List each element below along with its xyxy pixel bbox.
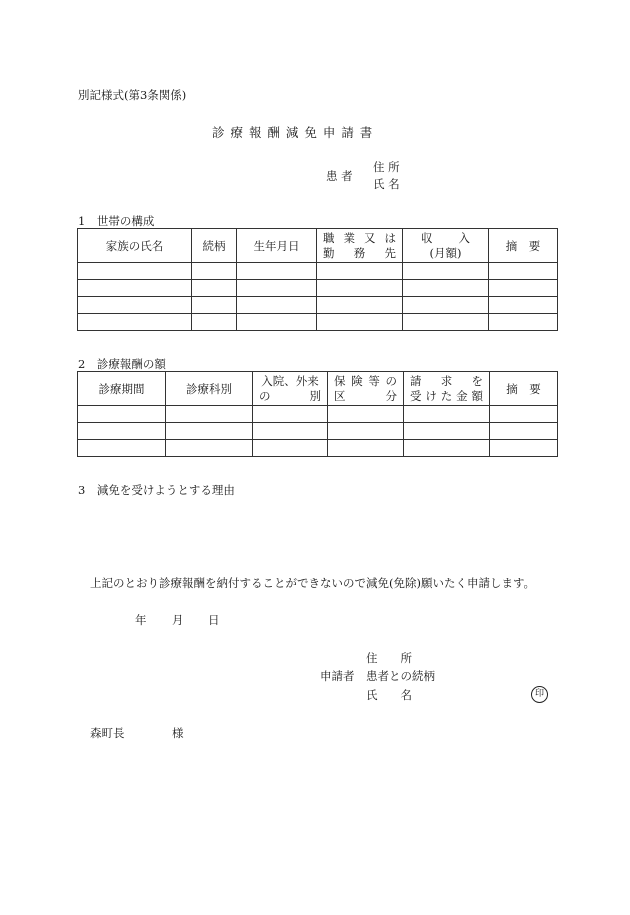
date-month-label: 月 xyxy=(172,613,184,627)
col-remarks: 摘 要 xyxy=(490,372,558,406)
col-inpatient-outpatient xyxy=(253,372,328,406)
table-cell[interactable] xyxy=(78,440,166,457)
table-cell[interactable] xyxy=(192,297,237,314)
table-row xyxy=(78,314,558,331)
table-cell[interactable] xyxy=(317,314,403,331)
table-cell[interactable] xyxy=(78,280,192,297)
table-cell[interactable] xyxy=(317,297,403,314)
table-cell[interactable] xyxy=(317,280,403,297)
seal-mark: 印 xyxy=(531,686,548,703)
applicant-label: 申請者 xyxy=(320,669,355,683)
table-row xyxy=(78,440,558,457)
table-row xyxy=(78,423,558,440)
date-year-label: 年 xyxy=(135,613,147,627)
table-cell[interactable] xyxy=(78,314,192,331)
applicant-relation-label: 患者との続柄 xyxy=(366,669,435,683)
table-cell[interactable] xyxy=(490,406,558,423)
occupation-line1: 職 業 又 は xyxy=(323,230,396,245)
patient-name-label: 氏 名 xyxy=(373,177,400,191)
table-cell[interactable] xyxy=(489,314,558,331)
col-birthdate: 生年月日 xyxy=(237,229,317,263)
table-row xyxy=(78,297,558,314)
table-cell[interactable] xyxy=(489,263,558,280)
household-table xyxy=(77,228,558,331)
col-insurance-type xyxy=(328,372,404,406)
table-cell[interactable] xyxy=(403,263,489,280)
col-occupation xyxy=(317,229,403,263)
table-cell[interactable] xyxy=(192,314,237,331)
table-cell[interactable] xyxy=(404,406,490,423)
table-cell[interactable] xyxy=(78,423,166,440)
addressee-office: 森町長 xyxy=(90,726,125,740)
table-cell[interactable] xyxy=(328,406,404,423)
income-line2: (月額) xyxy=(429,245,462,260)
col-department: 診療科別 xyxy=(166,372,253,406)
table-cell[interactable] xyxy=(237,297,317,314)
table-cell[interactable] xyxy=(237,263,317,280)
insurance-line2: 区 分 xyxy=(334,388,397,403)
table-cell[interactable] xyxy=(192,280,237,297)
table-cell[interactable] xyxy=(404,440,490,457)
table-cell[interactable] xyxy=(404,423,490,440)
patient-address-label: 住 所 xyxy=(373,160,400,174)
table-cell[interactable] xyxy=(403,314,489,331)
table-cell[interactable] xyxy=(403,280,489,297)
insurance-line1: 保 険 等 の xyxy=(334,373,397,388)
billed-line1: 請 求 を xyxy=(410,373,483,388)
billed-line2: 受 け た 金 額 xyxy=(410,388,483,403)
income-line1: 収 入 xyxy=(421,230,470,245)
table-cell[interactable] xyxy=(490,423,558,440)
table-cell[interactable] xyxy=(489,297,558,314)
table-row xyxy=(78,280,558,297)
medical-fee-table xyxy=(77,371,558,457)
form-reference: 別記様式(第3条関係) xyxy=(78,88,187,102)
col-billed-amount xyxy=(404,372,490,406)
table-cell[interactable] xyxy=(78,297,192,314)
table-cell[interactable] xyxy=(237,280,317,297)
table-cell[interactable] xyxy=(192,263,237,280)
col-family-name: 家族の氏名 xyxy=(78,229,192,263)
table-cell[interactable] xyxy=(166,440,253,457)
inout-line2: の 別 xyxy=(259,388,321,403)
household-header-row xyxy=(78,229,558,263)
table-row xyxy=(78,406,558,423)
applicant-name-label: 氏 名 xyxy=(366,688,412,702)
applicant-address-label: 住 所 xyxy=(366,651,412,665)
table-cell[interactable] xyxy=(253,440,328,457)
table-cell[interactable] xyxy=(489,280,558,297)
table-cell[interactable] xyxy=(237,314,317,331)
table-cell[interactable] xyxy=(490,440,558,457)
date-day-label: 日 xyxy=(208,613,220,627)
occupation-line2: 勤 務 先 xyxy=(323,245,396,260)
section2-heading: 2 診療報酬の額 xyxy=(78,357,166,371)
table-cell[interactable] xyxy=(253,423,328,440)
section3-heading: 3 減免を受けようとする理由 xyxy=(78,483,235,497)
table-cell[interactable] xyxy=(253,406,328,423)
table-cell[interactable] xyxy=(328,440,404,457)
document-title: 診 療 報 酬 減 免 申 請 書 xyxy=(212,125,374,140)
patient-label: 患 者 xyxy=(326,169,353,183)
table-row xyxy=(78,263,558,280)
table-cell[interactable] xyxy=(166,423,253,440)
section1-heading: 1 世帯の構成 xyxy=(78,214,155,228)
inout-line1: 入院、外来 xyxy=(261,373,319,388)
table-cell[interactable] xyxy=(78,406,166,423)
fee-header-row xyxy=(78,372,558,406)
table-cell[interactable] xyxy=(328,423,404,440)
table-cell[interactable] xyxy=(78,263,192,280)
application-statement: 上記のとおり診療報酬を納付することができないので減免(免除)願いたく申請します。 xyxy=(90,576,536,590)
col-remarks: 摘 要 xyxy=(489,229,558,263)
table-cell[interactable] xyxy=(403,297,489,314)
col-relation: 続柄 xyxy=(192,229,237,263)
col-period: 診療期間 xyxy=(78,372,166,406)
table-cell[interactable] xyxy=(317,263,403,280)
table-cell[interactable] xyxy=(166,406,253,423)
addressee-honorific: 様 xyxy=(172,726,184,740)
col-income xyxy=(403,229,489,263)
